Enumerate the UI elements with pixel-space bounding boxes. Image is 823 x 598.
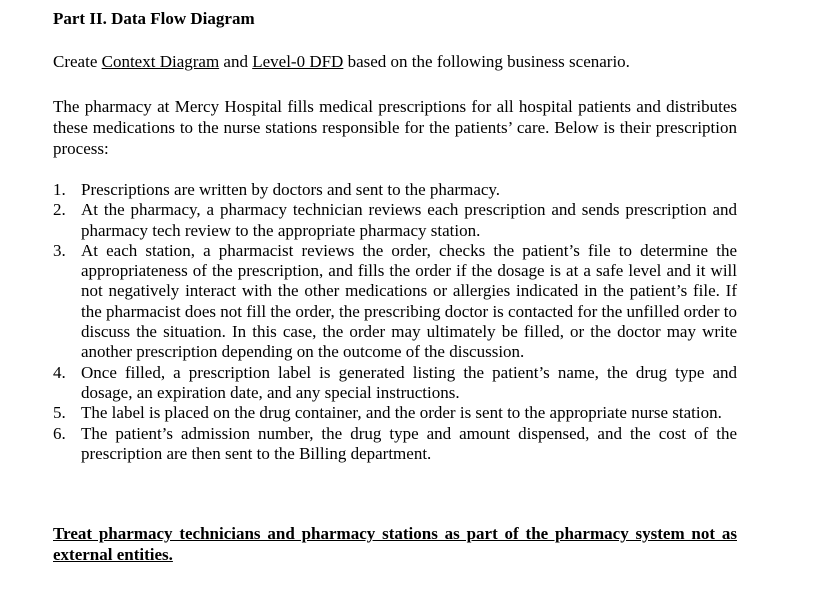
intro-suffix: based on the following business scenario. — [343, 52, 630, 71]
intro-prefix: Create — [53, 52, 102, 71]
step-number: 5. — [53, 403, 66, 423]
intro-paragraph — [53, 52, 630, 72]
list-item — [53, 424, 737, 465]
context-diagram-term: Context Diagram — [101, 52, 220, 71]
step-text: The label is placed on the drug container, and the order is sent to the appropriate nurse station. — [81, 403, 722, 423]
instruction-note: Treat pharmacy technicians and pharmacy stations as part of the pharmacy system not as external entities. — [53, 524, 737, 564]
process-steps-list — [53, 180, 737, 464]
scenario-paragraph: The pharmacy at Mercy Hospital fills medical prescriptions for all hospital patients and distributes these medications to the nurse stations responsible for the patients’ care. Below is their prescription process: — [53, 97, 737, 158]
step-number: 3. — [53, 240, 66, 260]
list-item — [53, 200, 737, 241]
level0-dfd-term: Level-0 DFD — [252, 52, 344, 71]
step-text: The patient’s admission number, the drug type and amount dispensed, and the cost of the prescription are then sent to the Billing department. — [81, 423, 737, 463]
list-item — [53, 180, 737, 200]
step-text: At each station, a pharmacist reviews the order, checks the patient’s file to determine the appropriateness of the prescription, and fills the order if the dosage is at a safe level and it will not negatively interact with the other medications or allergies indicated in the patient’s file. If the pharmacist does not fill the order, the prescribing doctor is contacted for the unfilled order to discuss the situation. In this case, the order may ultimately be filled, or the doctor may write another prescription depending on the outcome of the discussion. — [81, 240, 737, 362]
step-text: Prescriptions are written by doctors and sent to the pharmacy. — [81, 180, 501, 199]
list-item — [53, 241, 737, 363]
step-number: 6. — [53, 423, 66, 443]
list-item — [53, 403, 737, 423]
step-number: 1. — [53, 180, 66, 199]
step-text: Once filled, a prescription label is generated listing the patient’s name, the drug type and dosage, an expiration date, and any special instructions. — [81, 362, 737, 402]
intro-middle: and — [219, 52, 253, 71]
list-item — [53, 363, 737, 404]
step-number: 4. — [53, 362, 66, 382]
step-text: At the pharmacy, a pharmacy technician reviews each prescription and sends prescription and pharmacy tech review to the appropriate pharmacy station. — [81, 200, 737, 240]
section-heading: Part II. Data Flow Diagram — [53, 9, 255, 28]
step-number: 2. — [53, 200, 66, 220]
